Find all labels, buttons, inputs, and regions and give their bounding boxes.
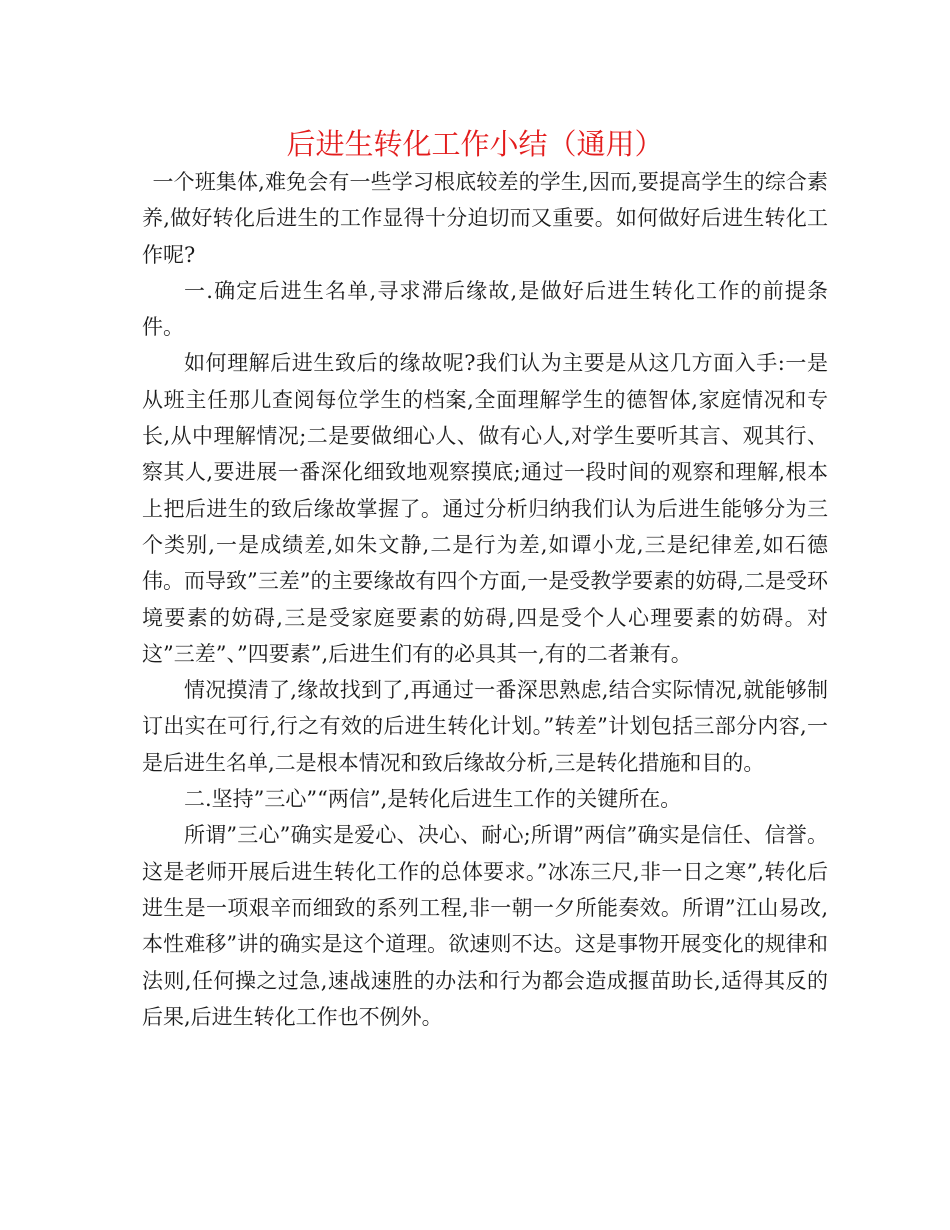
paragraph-intro: 一个班集体,难免会有一些学习根底较差的学生,因而,要提高学生的综合素养,做好转化后进生的工作显得十分迫切而又重要。如何做好后进生转化工作呢? xyxy=(142,170,828,267)
paragraph-plan: 情况摸清了,缘故找到了,再通过一番深思熟虑,结合实际情况,就能够制订出实在可行,行之有效的后进生转化计划。”转差”计划包括三部分内容,一是后进生名单,二是根本情况和致后缘故分析,三是转化措施和目的。 xyxy=(142,678,828,775)
paragraph-causes: 如何理解后进生致后的缘故呢?我们认为主要是从这几方面入手:一是从班主任那儿查阅每位学生的档案,全面理解学生的德智体,家庭情况和专长,从中理解情况;二是要做细心人、做有心人,对学生要听其言、观其行、察其人,要进展一番深化细致地观察摸底;通过一段时间的观察和理解,根本上把后进生的致后缘故掌握了。通过分析归纳我们认为后进生能够分为三个类别,一是成绩差,如朱文静,二是行为差,如谭小龙,三是纪律差,如石德伟。而导致”三差”的主要缘故有四个方面,一是受教学要素的妨碍,二是受环境要素的妨碍,三是受家庭要素的妨碍,四是受个人心理要素的妨碍。对这”三差”、”四要素”,后进生们有的必具其一,有的二者兼有。 xyxy=(142,351,828,666)
paragraph-section-1-heading: 一.确定后进生名单,寻求滞后缘故,是做好后进生转化工作的前提条件。 xyxy=(142,278,828,340)
document-title: 后进生转化工作小结（通用） xyxy=(286,127,664,161)
paragraph-three-hearts: 所谓”三心”确实是爱心、决心、耐心;所谓”两信”确实是信任、信誉。这是老师开展后进生转化工作的总体要求。”冰冻三尺,非一日之寒”,转化后进生是一项艰辛而细致的系列工程,非一朝一夕所能奏效。所谓”江山易改,本性难移”讲的确实是这个道理。欲速则不达。这是事物开展变化的规律和法则,任何操之过急,速战速胜的办法和行为都会造成揠苗助长,适得其反的后果,后进生转化工作也不例外。 xyxy=(142,823,828,1029)
document-body xyxy=(142,164,828,1035)
paragraph-section-2-heading: 二.坚持”三心”“两信”,是转化后进生工作的关键所在。 xyxy=(184,787,682,812)
